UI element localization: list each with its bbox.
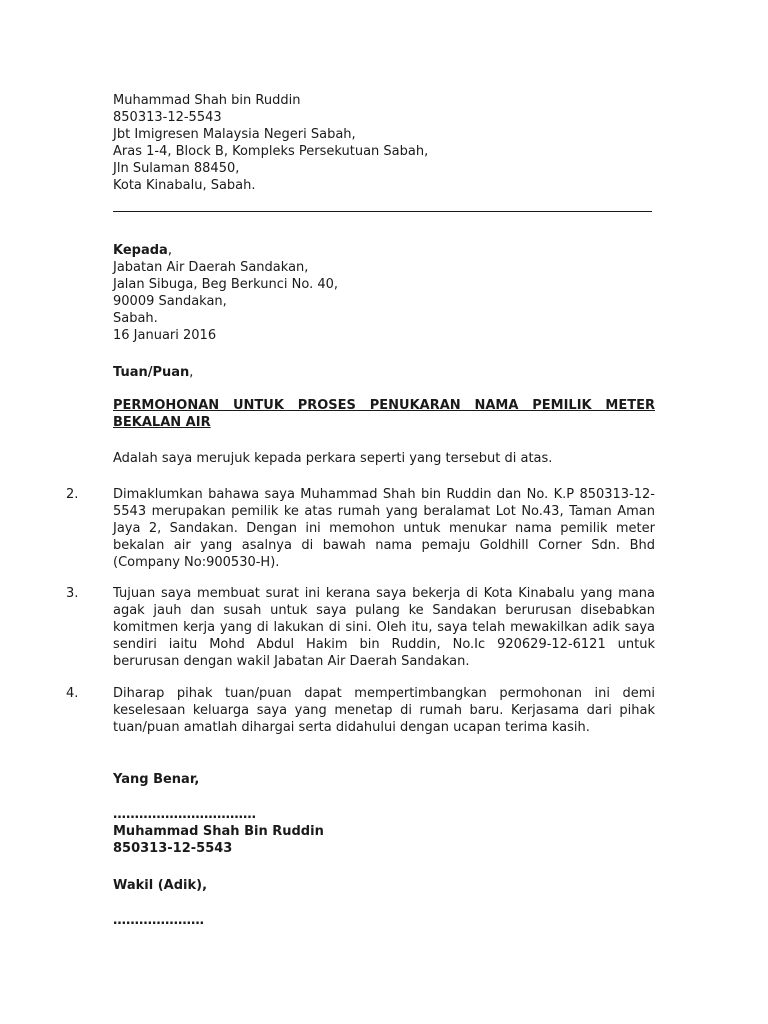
recipient-heading-label: Kepada bbox=[113, 243, 168, 258]
signatory-ic: 850313-12-5543 bbox=[113, 841, 233, 856]
signature-line: …………………………… bbox=[113, 807, 256, 822]
paragraph-number: 2. bbox=[66, 487, 79, 502]
representative-signature-block bbox=[113, 912, 655, 929]
paragraph-body: Dimaklumkan bahawa saya Muhammad Shah bin Ruddin dan No. K.P 850313-12-5543 merupakan pemilik ke atas rumah yang beralamat Lot No.43, Taman Aman Jaya 2, Sandakan. Dengan ini memohon untuk menukar nama pemilik meter bekalan air yang asalnya di bawah nama pemaju Goldhill Corner Sdn. Bhd (Company No:900530-H). bbox=[113, 487, 655, 570]
sender-address-line: Kota Kinabalu, Sabah. bbox=[113, 178, 256, 193]
signature-block bbox=[113, 806, 655, 857]
sender-name: Muhammad Shah bin Ruddin bbox=[113, 93, 301, 108]
paragraph-number: 3. bbox=[66, 586, 79, 601]
salutation-label: Tuan/Puan bbox=[113, 365, 190, 380]
salutation-comma: , bbox=[189, 365, 194, 380]
sender-ic: 850313-12-5543 bbox=[113, 110, 222, 125]
representative-label: Wakil (Adik), bbox=[113, 878, 208, 893]
recipient-address-line: Sabah. bbox=[113, 311, 158, 326]
salutation bbox=[113, 364, 655, 381]
recipient-address bbox=[113, 242, 655, 344]
intro-paragraph: Adalah saya merujuk kepada perkara seperti yang tersebut di atas. bbox=[113, 451, 553, 466]
closing-phrase: Yang Benar, bbox=[113, 772, 200, 787]
letter-date: 16 Januari 2016 bbox=[113, 328, 217, 343]
sender-address bbox=[113, 92, 655, 194]
sender-address-line: Jln Sulaman 88450, bbox=[113, 161, 240, 176]
recipient-address-line: Jalan Sibuga, Beg Berkunci No. 40, bbox=[113, 277, 339, 292]
header-divider bbox=[113, 211, 652, 212]
representative-signature-line: ………………… bbox=[113, 913, 204, 928]
signatory-name: Muhammad Shah Bin Ruddin bbox=[113, 824, 324, 839]
sender-address-line: Jbt Imigresen Malaysia Negeri Sabah, bbox=[113, 127, 356, 142]
recipient-address-line: 90009 Sandakan, bbox=[113, 294, 227, 309]
paragraph-body: Diharap pihak tuan/puan dapat mempertimbangkan permohonan ini demi keselesaan keluarga saya yang menetap di rumah baru. Kerjasama dari pihak tuan/puan amatlah dihargai serta didahului dengan ucapan terima kasih. bbox=[113, 686, 655, 735]
recipient-heading-comma: , bbox=[167, 243, 172, 258]
paragraph-number: 4. bbox=[66, 686, 79, 701]
closing bbox=[113, 771, 655, 788]
recipient-address-line: Jabatan Air Daerah Sandakan, bbox=[113, 260, 309, 275]
letter-subject: PERMOHONAN UNTUK PROSES PENUKARAN NAMA PEMILIK METER BEKALAN AIR bbox=[113, 398, 655, 430]
recipient-heading bbox=[113, 242, 655, 259]
sender-address-line: Aras 1-4, Block B, Kompleks Persekutuan Sabah, bbox=[113, 144, 429, 159]
paragraph-body: Tujuan saya membuat surat ini kerana saya bekerja di Kota Kinabalu yang mana agak jauh dan susah untuk saya pulang ke Sandakan berurusan disebabkan komitmen kerja yang di lakukan di sini. Oleh itu, saya telah mewakilkan adik saya sendiri iaitu Mohd Abdul Hakim bin Ruddin, No.Ic 920629-12-6121 untuk berurusan dengan wakil Jabatan Air Daerah Sandakan. bbox=[113, 586, 655, 669]
representative-label-block bbox=[113, 877, 655, 894]
